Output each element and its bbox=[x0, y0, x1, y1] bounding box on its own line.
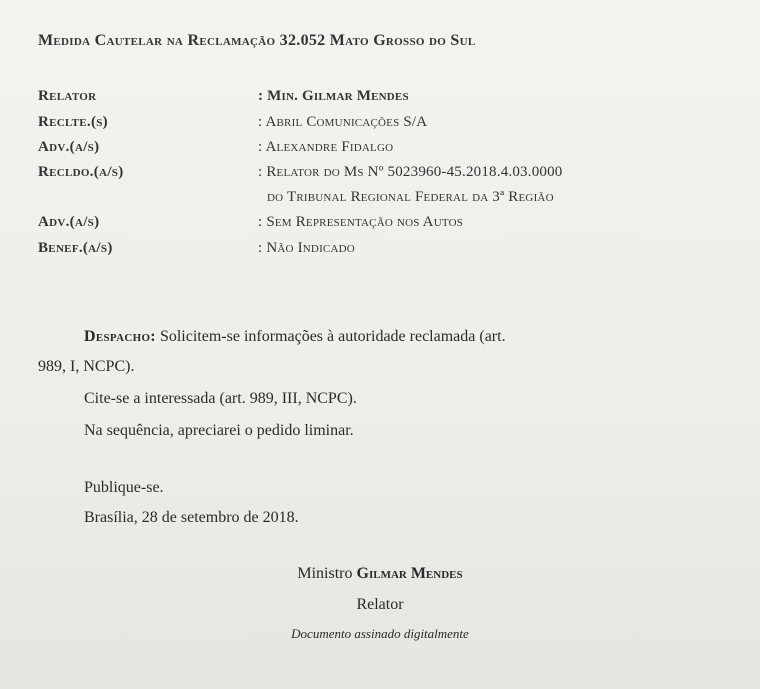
sequencia-line: Na sequência, apreciarei o pedido liminar. bbox=[84, 422, 354, 439]
party-label: Relator bbox=[38, 88, 97, 104]
party-label: Recldo.(a/s) bbox=[38, 164, 124, 180]
document-title: Medida Cautelar na Reclamação 32.052 Mato Grosso do Sul bbox=[38, 32, 476, 49]
party-label: Reclte.(s) bbox=[38, 114, 108, 130]
despacho-text: Solicitem-se informações à autoridade reclamada (art. bbox=[159, 328, 506, 345]
party-value: : Relator do Ms Nº 5023960-45.2018.4.03.0000 bbox=[258, 164, 563, 180]
signer-line bbox=[0, 565, 760, 583]
publique-line: Publique-se. bbox=[84, 479, 164, 496]
signer-name: Gilmar Mendes bbox=[356, 565, 463, 582]
digital-signature-note: Documento assinado digitalmente bbox=[291, 626, 469, 641]
despacho-paragraph bbox=[84, 328, 506, 346]
signer-prefix: Ministro bbox=[297, 565, 353, 582]
signer-role: Relator bbox=[356, 596, 404, 613]
party-label: Adv.(a/s) bbox=[38, 214, 100, 230]
party-value: : Min. Gilmar Mendes bbox=[258, 88, 409, 104]
party-value-continuation: do Tribunal Regional Federal da 3ª Região bbox=[267, 189, 554, 205]
party-label: Adv.(a/s) bbox=[38, 139, 100, 155]
despacho-continuation: 989, I, NCPC). bbox=[38, 358, 135, 375]
place-date-line: Brasília, 28 de setembro de 2018. bbox=[84, 509, 299, 526]
party-value: : Sem Representação nos Autos bbox=[258, 214, 464, 230]
cite-line: Cite-se a interessada (art. 989, III, NCPC). bbox=[84, 390, 357, 407]
party-value: : Alexandre Fidalgo bbox=[258, 139, 394, 155]
despacho-label: Despacho: bbox=[84, 328, 156, 345]
party-value: : Não Indicado bbox=[258, 240, 355, 256]
party-value: : Abril Comunicações S/A bbox=[258, 114, 428, 130]
party-label: Benef.(a/s) bbox=[38, 240, 113, 256]
